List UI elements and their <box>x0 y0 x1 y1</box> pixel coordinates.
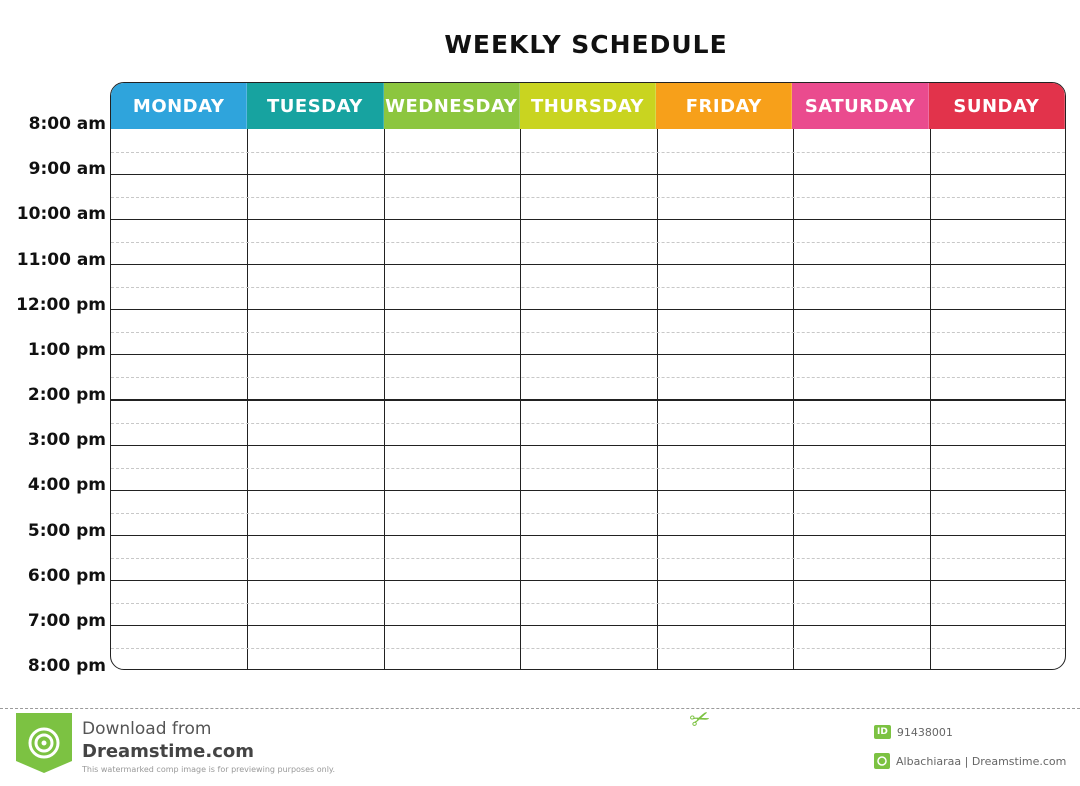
time-label: 3:00 pm <box>27 430 106 451</box>
schedule-cell[interactable] <box>111 265 248 310</box>
schedule-cell[interactable] <box>657 536 794 581</box>
schedule-cell[interactable] <box>384 581 521 626</box>
image-id-row <box>874 725 953 739</box>
schedule-cell[interactable] <box>794 445 931 490</box>
schedule-cell[interactable] <box>657 626 794 670</box>
schedule-cell[interactable] <box>248 445 385 490</box>
watermark-note: This watermarked comp image is for previewing purposes only. <box>82 765 336 774</box>
schedule-cell[interactable] <box>930 400 1066 445</box>
schedule-cell[interactable] <box>794 581 931 626</box>
time-label: 6:00 pm <box>27 565 106 586</box>
schedule-cell[interactable] <box>521 219 658 264</box>
schedule-cell[interactable] <box>521 581 658 626</box>
schedule-cell[interactable] <box>794 400 931 445</box>
schedule-cell[interactable] <box>521 536 658 581</box>
schedule-cell[interactable] <box>657 265 794 310</box>
schedule-cell[interactable] <box>248 490 385 535</box>
id-badge: ID <box>874 725 891 739</box>
schedule-cell[interactable] <box>248 536 385 581</box>
schedule-cell[interactable] <box>248 310 385 355</box>
schedule-cell[interactable] <box>521 265 658 310</box>
schedule-cell[interactable] <box>657 355 794 400</box>
schedule-cell[interactable] <box>384 490 521 535</box>
schedule-cell[interactable] <box>248 174 385 219</box>
time-label: 10:00 am <box>16 204 106 225</box>
scissors-icon: ✂ <box>685 702 715 736</box>
day-header-saturday: SATURDAY <box>792 83 928 129</box>
author-row <box>874 753 1066 769</box>
schedule-cell[interactable] <box>657 129 794 174</box>
time-label: 2:00 pm <box>27 385 106 405</box>
schedule-cell[interactable] <box>521 355 658 400</box>
schedule-cell[interactable] <box>657 219 794 264</box>
schedule-cell[interactable] <box>930 174 1066 219</box>
dreamstime-logo-icon <box>16 713 72 773</box>
schedule-cell[interactable] <box>111 310 248 355</box>
schedule-cell[interactable] <box>384 536 521 581</box>
schedule-cell[interactable] <box>657 174 794 219</box>
schedule-cell[interactable] <box>384 400 521 445</box>
watermark-footer <box>0 702 1080 786</box>
time-label: 9:00 am <box>28 159 106 180</box>
schedule-cell[interactable] <box>111 174 248 219</box>
schedule-cell[interactable] <box>248 219 385 264</box>
schedule-cell[interactable] <box>657 400 794 445</box>
schedule-cell[interactable] <box>248 355 385 400</box>
schedule-cell[interactable] <box>930 129 1066 174</box>
schedule-cell[interactable] <box>794 626 931 670</box>
schedule-cell[interactable] <box>111 355 248 400</box>
schedule-cell[interactable] <box>657 310 794 355</box>
schedule-cell[interactable] <box>111 536 248 581</box>
day-header-wednesday: WEDNESDAY <box>384 83 520 129</box>
time-label: 5:00 pm <box>27 520 106 541</box>
schedule-cell[interactable] <box>384 265 521 310</box>
schedule-cell[interactable] <box>521 129 658 174</box>
day-header-tuesday: TUESDAY <box>247 83 383 129</box>
schedule-cell[interactable] <box>111 490 248 535</box>
schedule-cell[interactable] <box>794 536 931 581</box>
schedule-cell[interactable] <box>248 626 385 670</box>
schedule-cell[interactable] <box>111 129 248 174</box>
page-title: WEEKLY SCHEDULE <box>444 30 728 59</box>
time-label: 11:00 am <box>16 249 106 270</box>
schedule-cell[interactable] <box>930 310 1066 355</box>
schedule-cell[interactable] <box>248 129 385 174</box>
schedule-cell[interactable] <box>521 445 658 490</box>
schedule-cell[interactable] <box>930 219 1066 264</box>
schedule-cell[interactable] <box>794 265 931 310</box>
schedule-cell[interactable] <box>521 174 658 219</box>
schedule-cell[interactable] <box>794 174 931 219</box>
schedule-cell[interactable] <box>111 400 248 445</box>
schedule-cell[interactable] <box>384 174 521 219</box>
day-header-monday: MONDAY <box>111 83 247 129</box>
author-icon <box>874 753 890 769</box>
day-header-sunday: SUNDAY <box>929 83 1065 129</box>
time-label: 12:00 pm <box>16 294 106 315</box>
schedule-cell[interactable] <box>794 490 931 535</box>
schedule-cell[interactable] <box>248 400 385 445</box>
schedule-cell[interactable] <box>111 445 248 490</box>
schedule-cell[interactable] <box>794 355 931 400</box>
schedule-cell[interactable] <box>384 626 521 670</box>
schedule-cell[interactable] <box>794 219 931 264</box>
time-label: 8:00 pm <box>27 656 106 676</box>
schedule-cell[interactable] <box>111 219 248 264</box>
schedule-cell[interactable] <box>794 129 931 174</box>
schedule-cell[interactable] <box>384 129 521 174</box>
schedule-cell[interactable] <box>111 581 248 626</box>
schedule-cell[interactable] <box>248 265 385 310</box>
schedule-cell[interactable] <box>930 445 1066 490</box>
author-name: Albachiaraa | Dreamstime.com <box>896 754 1067 768</box>
schedule-cell[interactable] <box>384 445 521 490</box>
time-label: 1:00 pm <box>27 339 106 360</box>
day-header-thursday: THURSDAY <box>520 83 656 129</box>
schedule-cell[interactable] <box>384 355 521 400</box>
schedule-cell[interactable] <box>930 626 1066 670</box>
schedule-cell[interactable] <box>930 581 1066 626</box>
schedule-cell[interactable] <box>384 219 521 264</box>
download-label: Download from <box>82 719 212 739</box>
schedule-cell[interactable] <box>930 265 1066 310</box>
schedule-cell[interactable] <box>657 581 794 626</box>
schedule-cell[interactable] <box>521 490 658 535</box>
time-labels <box>0 0 106 700</box>
schedule-cell[interactable] <box>521 310 658 355</box>
time-label: 7:00 pm <box>27 610 106 631</box>
schedule-grid <box>111 129 1065 670</box>
schedule-cell[interactable] <box>521 626 658 670</box>
time-label: 8:00 am <box>28 114 106 134</box>
schedule-cell[interactable] <box>930 490 1066 535</box>
image-id: 91438001 <box>896 725 953 739</box>
schedule-cell[interactable] <box>657 490 794 535</box>
schedule-cell[interactable] <box>248 581 385 626</box>
schedule-cell[interactable] <box>794 310 931 355</box>
schedule-cell[interactable] <box>930 536 1066 581</box>
schedule-cell[interactable] <box>657 445 794 490</box>
schedule-table <box>110 82 1066 670</box>
schedule-cell[interactable] <box>384 310 521 355</box>
schedule-cell[interactable] <box>521 400 658 445</box>
time-label: 4:00 pm <box>27 475 106 496</box>
day-header-row <box>111 83 1065 129</box>
site-name: Dreamstime.com <box>82 741 255 762</box>
day-header-friday: FRIDAY <box>656 83 792 129</box>
schedule-cell[interactable] <box>930 355 1066 400</box>
schedule-cell[interactable] <box>111 626 248 670</box>
